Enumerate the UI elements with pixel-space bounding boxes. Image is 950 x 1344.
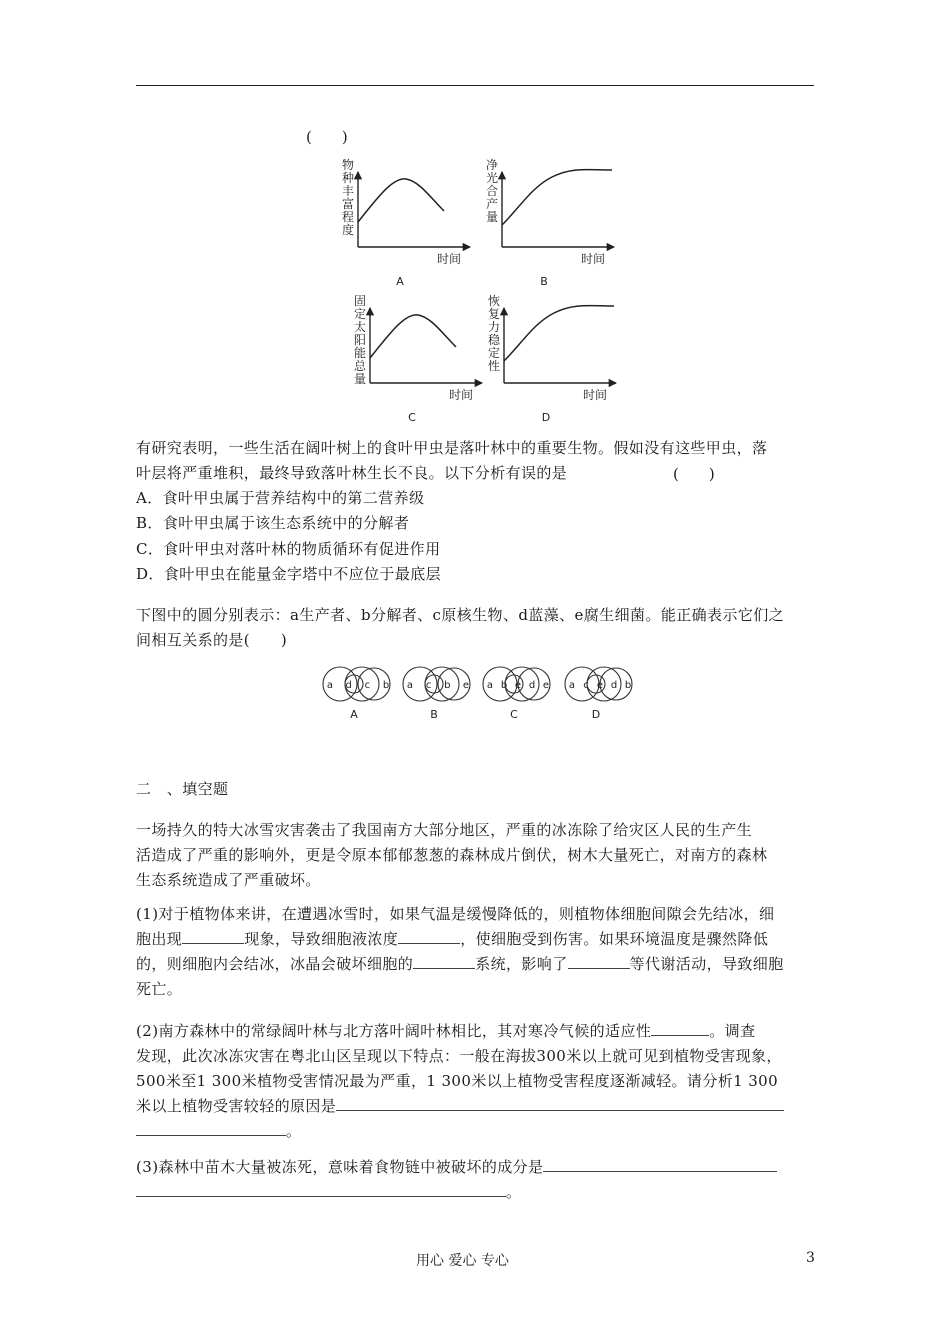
part2-line3: 500米至1 300米植物受害情况最为严重，1 300米以上植物受害程度逐渐减轻。请分析1 300	[136, 1072, 779, 1090]
answer-blank-3[interactable]	[413, 954, 475, 969]
venn-D	[565, 667, 632, 721]
graph-letter: B	[540, 275, 548, 288]
answer-blank-4[interactable]	[568, 954, 630, 969]
beetle-option-c: C．食叶甲虫对落叶林的物质循环有促进作用	[136, 540, 441, 558]
answer-blank-7[interactable]	[543, 1157, 777, 1172]
venn-label: d	[528, 680, 536, 691]
part2-text: 。调查	[709, 1022, 756, 1040]
venn-label: b	[500, 680, 508, 691]
part1-line4: 死亡。	[136, 980, 183, 998]
beetle-stem-line2: 叶层将严重堆积，最终导致落叶林生长不良。以下分析有误的是	[136, 464, 568, 482]
part1-line1: (1)对于植物体来讲，在遭遇冰雪时，如果气温是缓慢降低的，则植物体细胞间隙会先结冰，细	[136, 905, 775, 923]
header-rule	[136, 85, 814, 86]
graph-A	[342, 157, 470, 288]
venn-A	[323, 667, 390, 721]
section-title: 二 、填空题	[136, 780, 229, 798]
venn-label: d	[345, 680, 352, 691]
answer-paren-top: ( )	[306, 128, 348, 146]
circles-stem-line2: 间相互关系的是( )	[136, 631, 288, 649]
ice-intro	[136, 818, 816, 893]
part1-text: 等代谢活动，导致细胞	[629, 955, 784, 973]
y-axis-label: 净光合产量	[485, 158, 499, 224]
question-circles-stem	[136, 603, 816, 653]
curve	[504, 306, 614, 361]
venn-label: e	[514, 680, 522, 691]
venn-label: e	[596, 680, 604, 691]
answer-blank-6-cont[interactable]	[136, 1121, 286, 1136]
venn-label: a	[486, 680, 494, 691]
venn-letter: C	[510, 708, 518, 721]
part3-text: (3)森林中苗木大量被冻死，意味着食物链中被破坏的成分是	[136, 1158, 544, 1176]
part1-text: 的，则细胞内会结冰，冰晶会破坏细胞的	[136, 955, 414, 973]
x-axis-label: 时间	[437, 252, 462, 266]
venn-label: b	[382, 680, 390, 691]
beetle-option-b: B．食叶甲虫属于该生态系统中的分解者	[136, 514, 410, 532]
beetle-option-a: A．食叶甲虫属于营养结构中的第二营养级	[136, 489, 425, 507]
venn-figure	[310, 660, 650, 722]
answer-blank-2[interactable]	[398, 929, 460, 944]
venn-label: a	[406, 680, 414, 691]
venn-label: c	[364, 680, 371, 691]
ice-intro-line2: 活造成了严重的影响外，更是令原本郁郁葱葱的森林成片倒伏，树木大量死亡，对南方的森林	[136, 846, 768, 864]
venn-label: a	[326, 680, 334, 691]
graph-B	[486, 157, 614, 288]
footer-motto: 用心 爱心 专心	[416, 1253, 509, 1269]
graph-letter: A	[396, 275, 404, 288]
venn-B	[403, 667, 470, 721]
answer-blank-1[interactable]	[182, 929, 244, 944]
graph-C	[354, 294, 482, 424]
venn-label: a	[568, 680, 576, 691]
venn-label: c	[425, 680, 432, 691]
venn-label: e	[462, 680, 470, 691]
part1-text: 胞出现	[136, 930, 183, 948]
answer-blank-7-cont[interactable]	[136, 1182, 506, 1197]
part2-text: (2)南方森林中的常绿阔叶林与北方落叶阔叶林相比，其对寒冷气候的适应性	[136, 1022, 652, 1040]
part2-line2: 发现，此次冰冻灾害在粤北山区呈现以下特点：一般在海拔300米以上就可见到植物受害现象，	[136, 1047, 782, 1065]
part1-text: 系统，影响了	[475, 955, 568, 973]
ice-part1	[136, 902, 816, 1002]
part2-text: 米以上植物受害较轻的原因是	[136, 1097, 337, 1115]
y-axis-label: 物种丰富程度	[341, 158, 355, 237]
beetle-stem-line1: 有研究表明，一些生活在阔叶树上的食叶甲虫是落叶林中的重要生物。假如没有这些甲虫，落	[136, 439, 768, 457]
curve	[358, 179, 444, 222]
ice-intro-line3: 生态系统造成了严重破坏。	[136, 871, 321, 889]
ice-intro-line1: 一场持久的特大冰雪灾害袭击了我国南方大部分地区，严重的冰冻除了给灾区人民的生产生	[136, 821, 753, 839]
y-axis-label: 恢复力稳定性	[487, 294, 501, 373]
venn-letter: D	[591, 708, 601, 721]
curve	[502, 170, 612, 225]
venn-label: b	[444, 680, 451, 691]
venn-C	[483, 667, 550, 721]
page-number: 3	[806, 1250, 815, 1266]
ice-part2	[136, 1019, 816, 1144]
answer-blank-6[interactable]	[336, 1096, 784, 1111]
graph-figure	[320, 155, 640, 430]
part1-text: 现象，导致细胞液浓度	[244, 930, 399, 948]
venn-label: b	[624, 680, 632, 691]
venn-label: d	[610, 680, 618, 691]
beetle-option-d: D．食叶甲虫在能量金字塔中不应位于最底层	[136, 565, 442, 583]
x-axis-label: 时间	[583, 388, 608, 402]
ice-part3	[136, 1155, 816, 1205]
curve	[370, 315, 456, 358]
venn-letter: A	[350, 708, 358, 721]
part2-text: 。	[286, 1122, 302, 1140]
answer-blank-5[interactable]	[651, 1021, 709, 1036]
venn-label: e	[542, 680, 550, 691]
part3-text: 。	[506, 1183, 522, 1201]
venn-label: c	[583, 680, 589, 691]
x-axis-label: 时间	[449, 388, 474, 402]
venn-letter: B	[430, 708, 438, 721]
part1-text: ，使细胞受到伤害。如果环境温度是骤然降低	[460, 930, 769, 948]
graph-letter: D	[541, 411, 551, 424]
circles-stem-line1: 下图中的圆分别表示：a生产者、b分解者、c原核生物、d蓝藻、e腐生细菌。能正确表示它们之	[136, 606, 785, 624]
answer-paren-beetle: ( )	[673, 465, 715, 483]
y-axis-label: 固定太阳能总量	[353, 294, 367, 386]
x-axis-label: 时间	[581, 252, 606, 266]
graph-letter: C	[408, 411, 416, 424]
graph-D	[488, 293, 616, 424]
